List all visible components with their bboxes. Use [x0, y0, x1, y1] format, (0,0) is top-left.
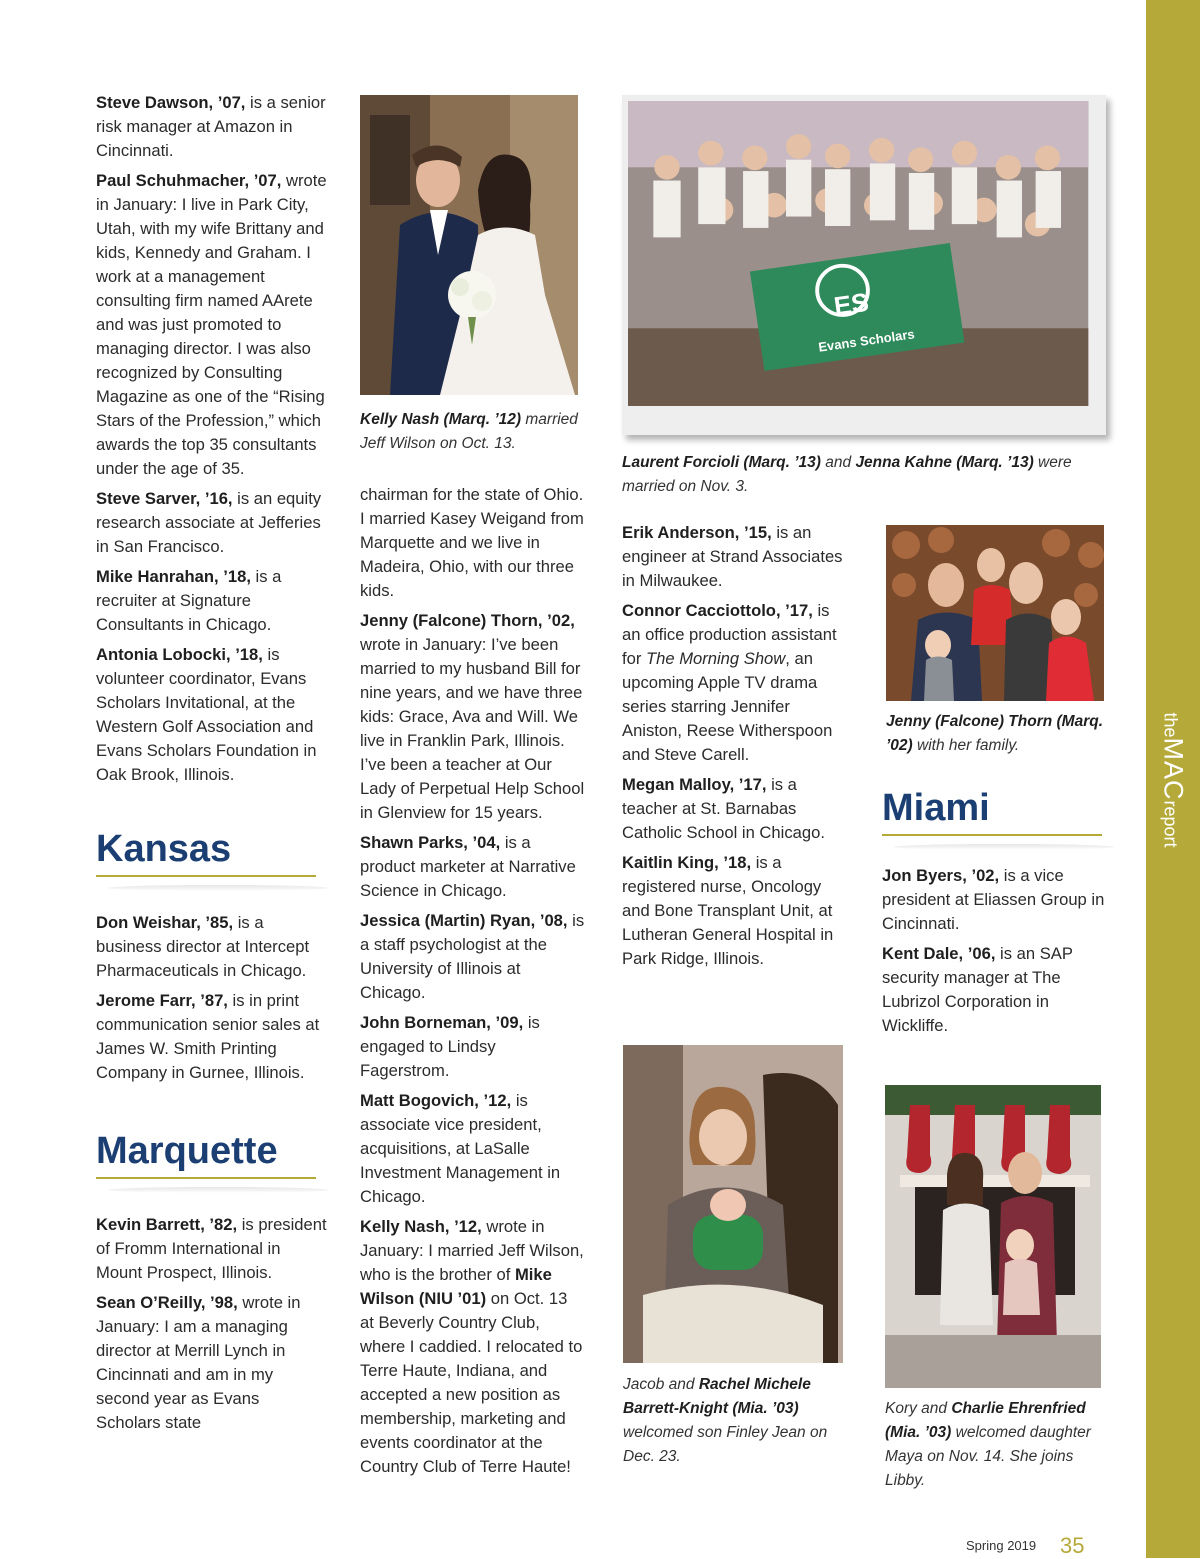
alumni-entry: Kent Dale, ’06, is an SAP security manager at The Lubrizol Corporation in Wickliffe.: [882, 944, 1073, 1035]
mac-report-logo: theMACreport: [1158, 712, 1189, 848]
ehrenfried-photo-caption: Kory and Charlie Ehrenfried (Mia. ’03) welcomed daughter Maya on Nov. 14. She joins Libby.: [885, 1400, 1091, 1489]
alumni-entry: Kevin Barrett, ’82, is president of Fromm International in Mount Prospect, Illinois.: [96, 1215, 327, 1282]
alumni-entry: Don Weishar, ’85, is a business director at Intercept Pharmaceuticals in Chicago.: [96, 913, 310, 980]
column-2: [360, 483, 585, 1485]
alumni-entry: Erik Anderson, ’15, is an engineer at Strand Associates in Milwaukee.: [622, 523, 843, 590]
flag-logo: ES: [832, 286, 871, 322]
section-title-kansas: Kansas: [96, 828, 232, 870]
alumni-entry: Steve Dawson, ’07, is a senior risk manager at Amazon in Cincinnati.: [96, 93, 326, 160]
family-photo-caption: Jenny (Falcone) Thorn (Marq. ’02) with her family.: [886, 713, 1104, 754]
issue-date: Spring 2019: [966, 1538, 1037, 1553]
alumni-entry: Mike Hanrahan, ’18, is a recruiter at Signature Consultants in Chicago.: [96, 567, 282, 634]
flag-text: Evans Scholars: [817, 326, 916, 355]
wedding-photo-caption: Kelly Nash (Marq. ’12) married Jeff Wilson on Oct. 13.: [360, 411, 578, 452]
section-shadow: [108, 885, 328, 891]
alumni-entry: Kelly Nash, ’12, wrote in January: I married Jeff Wilson, who is the brother of Mike Wilson (NIU ’01) on Oct. 13 at Beverly Country Club, where I caddied. I relocated to Terre Haute, Indiana, and accepted a new position as membership, marketing and events coordinator at the Country Club of Terre Haute!: [360, 1217, 584, 1476]
alumni-entry: Steve Sarver, ’16, is an equity research associate at Jefferies in San Francisco.: [96, 489, 322, 556]
alumni-entry: Sean O’Reilly, ’98, wrote in January: I am a managing director at Merrill Lynch in Cincinnati and am in my second year as Evans Scholars state: [96, 1293, 301, 1432]
alumni-entry: John Borneman, ’09, is engaged to Lindsy Fagerstrom.: [360, 1013, 540, 1080]
page-number: 35: [1060, 1533, 1085, 1558]
column-3: [622, 521, 848, 977]
continuation-text: chairman for the state of Ohio. I married Kasey Weigand from Marquette and we live in Madeira, Ohio, with our three kids.: [360, 485, 584, 600]
column-4: [882, 786, 1112, 1044]
col1-entries: [96, 91, 328, 787]
baby-photo-caption: Jacob and Rachel Michele Barrett-Knight (Mia. ’03) welcomed son Finley Jean on Dec. 23.: [623, 1376, 828, 1465]
section-title-miami: Miami: [882, 787, 990, 829]
alumni-entry: Kaitlin King, ’18, is a registered nurse, Oncology and Bone Transplant Unit, at Lutheran General Hospital in Park Ridge, Illinois.: [622, 853, 834, 968]
wedding-photo: [360, 95, 578, 395]
alumni-entry: Matt Bogovich, ’12, is associate vice president, acquisitions, at LaSalle Investment Management in Chicago.: [360, 1091, 561, 1206]
alumni-entry: Antonia Lobocki, ’18, is volunteer coordinator, Evans Scholars Invitational, at the Western Golf Association and Evans Scholars Foundation in Oak Brook, Illinois.: [96, 645, 317, 784]
group-photo-caption: Laurent Forcioli (Marq. ’13) and Jenna Kahne (Marq. ’13) were married on Nov. 3.: [622, 454, 1072, 495]
alumni-entry: Paul Schuhmacher, ’07, wrote in January: I live in Park City, Utah, with my wife Brittany and kids, Kennedy and Graham. I work at a management consulting firm named AArete and was just promoted to managing director. I was also recognized by Consulting Magazine as one of the “Rising Stars of the Profession,” which awards the top 35 consultants under the age of 35.: [96, 171, 327, 478]
alumni-entry: Jon Byers, ’02, is a vice president at Eliassen Group in Cincinnati.: [882, 866, 1105, 933]
ehrenfried-family-photo: [885, 1085, 1101, 1388]
section-shadow: [108, 1187, 328, 1193]
alumni-entry: Jerome Farr, ’87, is in print communication senior sales at James W. Smith Printing Company in Gurnee, Illinois.: [96, 991, 320, 1082]
alumni-entry: Jenny (Falcone) Thorn, ’02, wrote in January: I’ve been married to my husband Bill for nine years, and we have three kids: Grace, Ava and Will. We live in Franklin Park, Illinois. I’ve been a teacher at Our Lady of Perpetual Help School in Glenview for 15 years.: [360, 611, 585, 822]
kansas-section: [96, 827, 328, 1085]
section-rule: [882, 834, 1102, 836]
section-title-marquette: Marquette: [96, 1130, 278, 1172]
section-rule: [96, 875, 316, 877]
family-photo: [886, 525, 1104, 701]
alumni-entry: Jessica (Martin) Ryan, ’08, is a staff psychologist at the University of Illinois at Chicago.: [360, 911, 585, 1002]
column-1: [96, 91, 328, 1441]
group-photo: [622, 95, 1106, 435]
baby-photo: [623, 1045, 843, 1363]
alumni-entry: Shawn Parks, ’04, is a product marketer at Narrative Science in Chicago.: [360, 833, 576, 900]
alumni-entry: Megan Malloy, ’17, is a teacher at St. Barnabas Catholic School in Chicago.: [622, 775, 825, 842]
marquette-section: [96, 1129, 328, 1435]
section-rule: [96, 1177, 316, 1179]
section-shadow: [894, 844, 1114, 850]
alumni-entry: Connor Cacciottolo, ’17, is an office production assistant for The Morning Show, an upcoming Apple TV drama series starring Jennifer Aniston, Reese Witherspoon and Steve Carell.: [622, 601, 837, 764]
